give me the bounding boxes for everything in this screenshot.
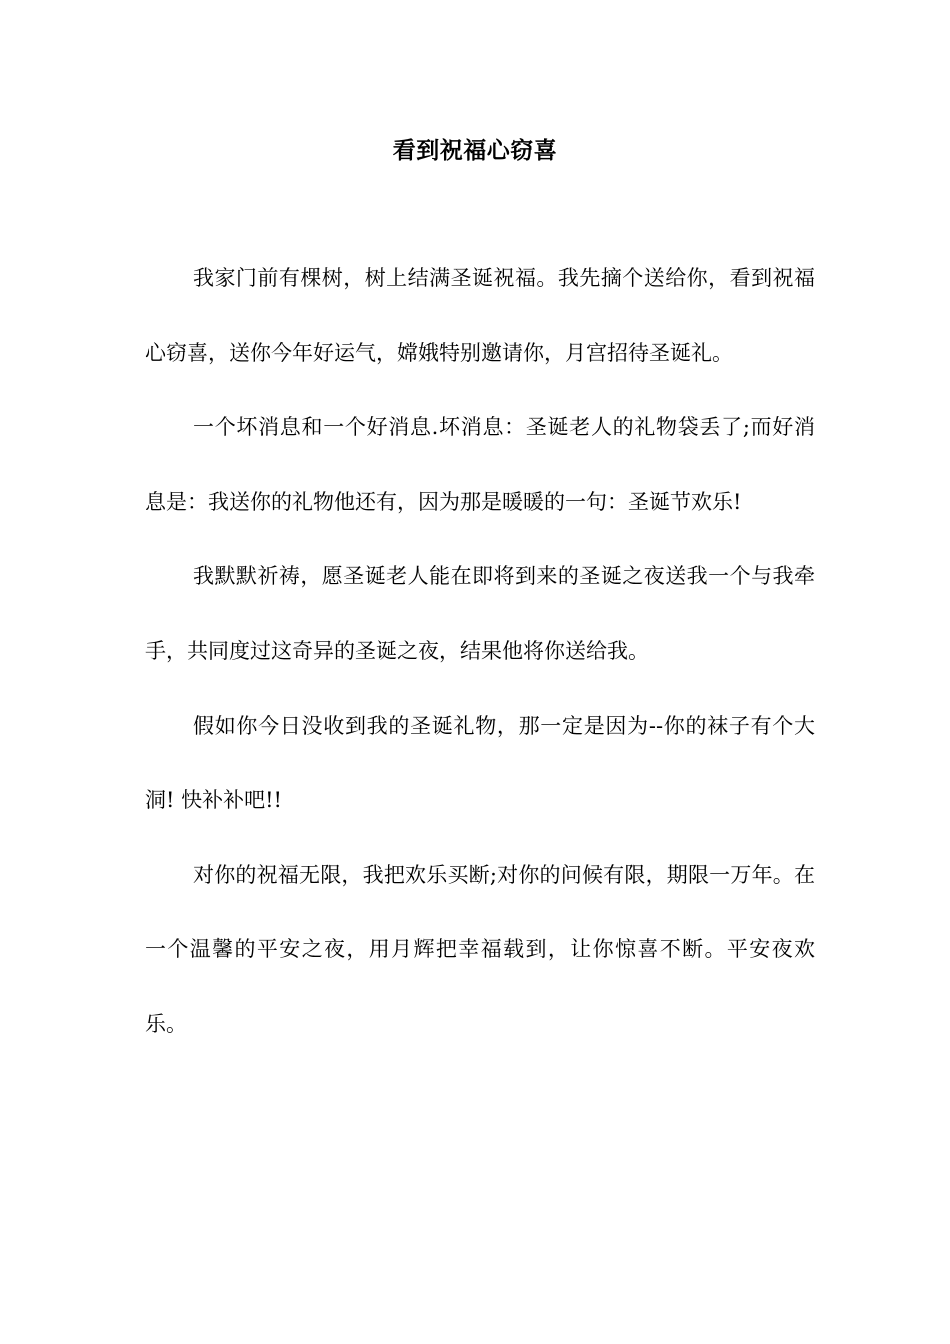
document-title: 看到祝福心窃喜	[392, 137, 558, 164]
document-body	[145, 241, 815, 1062]
paragraph-1: 我家门前有棵树，树上结满圣诞祝福。我先摘个送给你，看到祝福心窃喜，送你今年好运气，嫦娥特别邀请你，月宫招待圣诞礼。	[145, 266, 815, 365]
paragraph-2: 一个坏消息和一个好消息.坏消息：圣诞老人的礼物袋丢了;而好消息是：我送你的礼物他还有，因为那是暖暖的一句：圣诞节欢乐!	[145, 415, 815, 514]
paragraph-5: 对你的祝福无限，我把欢乐买断;对你的问候有限，期限一万年。在一个温馨的平安之夜，用月辉把幸福载到，让你惊喜不断。平安夜欢乐。	[145, 862, 815, 1036]
paragraph-3: 我默默祈祷，愿圣诞老人能在即将到来的圣诞之夜送我一个与我牵手，共同度过这奇异的圣诞之夜，结果他将你送给我。	[145, 564, 815, 663]
paragraph-4: 假如你今日没收到我的圣诞礼物，那一定是因为--你的袜子有个大洞! 快补补吧!!	[145, 713, 815, 813]
